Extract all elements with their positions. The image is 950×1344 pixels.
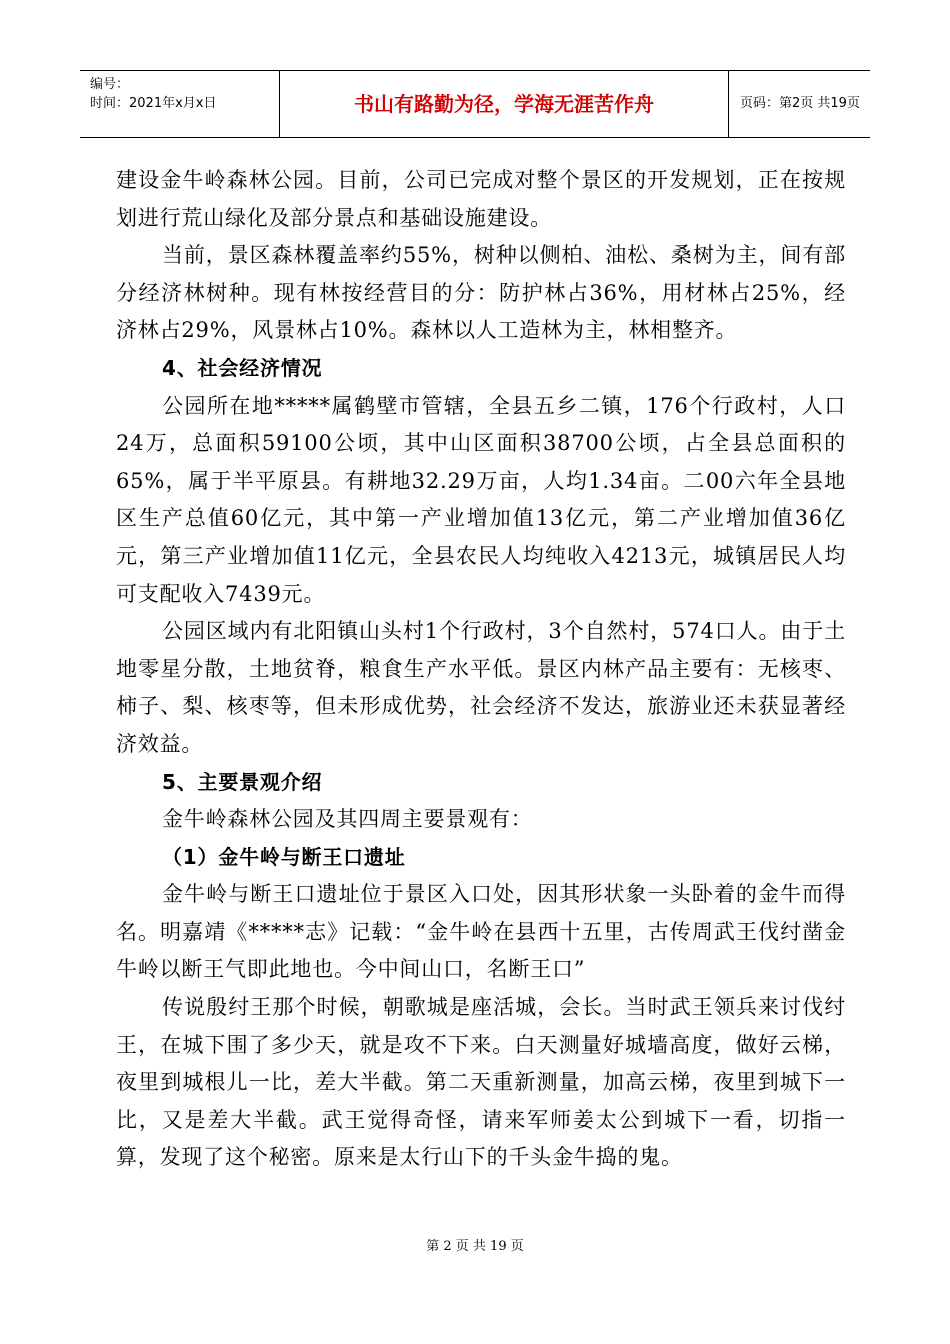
- paragraph: 金牛岭森林公园及其四周主要景观有：: [162, 807, 533, 832]
- header-motto: 书山有路勤为径，学海无涯苦作舟: [280, 71, 729, 137]
- section-heading: 4、社会经济情况: [162, 355, 323, 380]
- number-label: 编号：: [90, 77, 130, 92]
- paragraph: 当前，景区森林覆盖率约55%，树种以侧柏、油松、桑树为主，间有部分经济林树种。现有林按经营目的分：防护林占36%，用材林占25%，经济林占29%，风景林占10%。森林以人工造林为主，林相整齐。: [116, 243, 846, 343]
- header-meta-cell: [80, 71, 280, 137]
- header-page-info: 页码：第2页 共19页: [740, 96, 860, 111]
- header-table: [80, 70, 870, 138]
- paragraph: 建设金牛岭森林公园。目前，公司已完成对整个景区的开发规划，正在按规划进行荒山绿化及部分景点和基础设施建设。: [116, 168, 846, 230]
- paragraph: 公园所在地*****属鹤壁市管辖，全县五乡二镇，176个行政村，人口24万，总面积59100公顷，其中山区面积38700公顷，占全县总面积的65%，属于半平原县。有耕地32.29万亩，人均1.34亩。二00六年全县地区生产总值60亿元，其中第一产业增加值13亿元，第二产业增加值36亿元，第三产业增加值11亿元，全县农民人均纯收入4213元，城镇居民人均可支配收入7439元。: [116, 393, 846, 606]
- subsection-heading: （1）金牛岭与断王口遗址: [162, 844, 406, 869]
- page-footer: 第 2 页 共 19 页: [426, 1239, 524, 1254]
- section-heading: 5、主要景观介绍: [162, 769, 323, 794]
- paragraph: 公园区域内有北阳镇山头村1个行政村，3个自然村，574口人。由于土地零星分散，土地贫脊，粮食生产水平低。景区内林产品主要有：无核枣、柿子、梨、核枣等，但未形成优势，社会经济不发达，旅游业还未获显著经济效益。: [116, 619, 846, 756]
- paragraph: 传说殷纣王那个时候，朝歌城是座活城，会长。当时武王领兵来讨伐纣王，在城下围了多少天，就是攻不下来。白天测量好城墙高度，做好云梯，夜里到城根儿一比，差大半截。第二天重新测量，加高云梯，夜里到城下一比，又是差大半截。武王觉得奇怪，请来军师姜太公到城下一看，切指一算，发现了这个秘密。原来是太行山下的千头金牛捣的鬼。: [116, 995, 846, 1170]
- document-body: [116, 162, 846, 1177]
- time-label: 时间：2021年x月x日: [90, 96, 217, 111]
- paragraph: 金牛岭与断王口遗址位于景区入口处，因其形状象一头卧着的金牛而得名。明嘉靖《*****志》记载：“金牛岭在县西十五里，古传周武王伐纣凿金牛岭以断王气即此地也。今中间山口，名断王口”: [116, 882, 846, 982]
